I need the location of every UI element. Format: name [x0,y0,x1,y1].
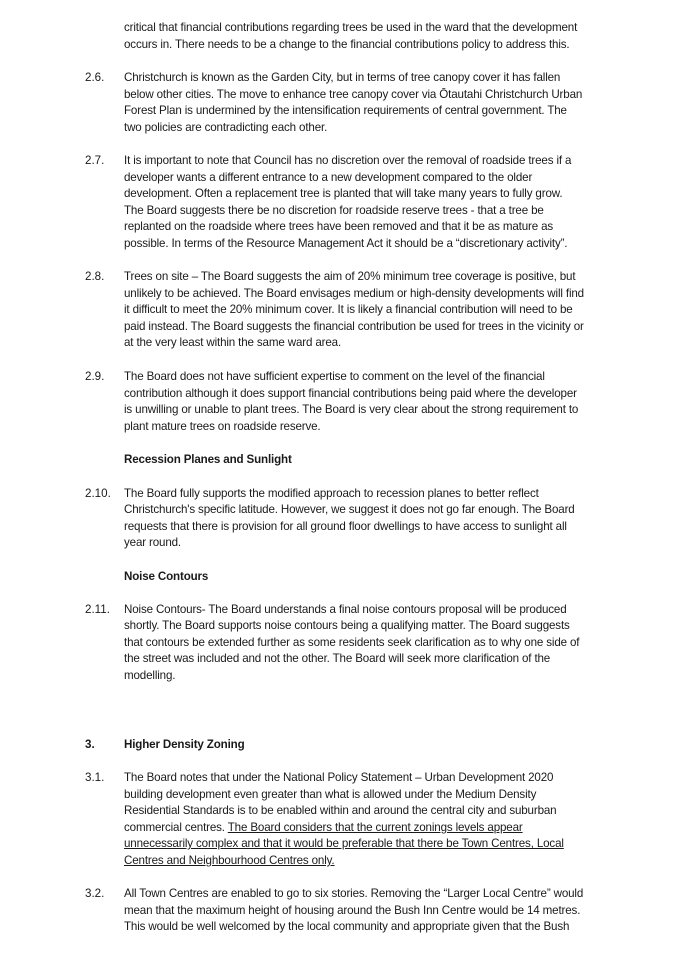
text-line: two policies are contradicting each other. [124,121,328,134]
section-heading: Higher Density Zoning [124,738,245,751]
paragraph-number: 2.11. [85,603,110,616]
text-line: is unwilling or unable to plant trees. The Board is very clear about the strong requirement to [124,403,579,416]
paragraph-number: 2.9. [85,370,105,383]
text-line: the street was included and not the other. The Board will seek more clarification of the [124,652,551,665]
subheading-recession-planes: Recession Planes and Sunlight [124,453,292,466]
paragraph-number: 2.6. [85,71,105,84]
text-line: unlikely to be achieved. The Board envisages medium or high-density developments will find [124,287,584,300]
paragraph-number: 2.7. [85,154,105,167]
text-line: contribution although it does support financial contributions being paid where the developer [124,387,577,400]
text-line: The Board fully supports the modified approach to recession planes to better reflect [124,487,539,500]
text-line: replanted on the roadside where trees have been removed and that it be as mature as [124,220,554,233]
text-line: It is important to note that Council has no discretion over the removal of roadside trees if a [124,154,572,167]
text-line [124,820,523,837]
text-line: development. Often a replacement tree is planted that will take many years to fully grow. [124,187,563,200]
paragraph-number: 3.1. [85,771,105,784]
paragraph-number: 2.8. [85,270,105,283]
text-line: Trees on site – The Board suggests the aim of 20% minimum tree coverage is positive, but [124,270,576,283]
text-line: Christchurch is known as the Garden City, but in terms of tree canopy cover it has fallen [124,71,561,84]
text-line: mean that the maximum height of housing around the Bush Inn Centre would be 14 metres. [124,904,581,917]
text-segment: commercial centres. [124,821,228,834]
text-line: developer wants a different entrance to a new development compared to the older [124,171,533,184]
text-line: paid instead. The Board suggests the financial contribution be used for trees in the vicinity or [124,320,584,333]
text-line: critical that financial contributions regarding trees be used in the ward that the development [124,21,578,34]
text-line: year round. [124,536,181,549]
text-line: occurs in. There needs to be a change to the financial contributions policy to address this. [124,38,570,51]
text-line: Noise Contours- The Board understands a final noise contours proposal will be produced [124,603,567,616]
text-line: possible. In terms of the Resource Management Act it should be a “discretionary activity”. [124,237,568,250]
text-line: plant mature trees on roadside reserve. [124,420,321,433]
subheading-noise-contours: Noise Contours [124,570,209,583]
paragraph-number: 3.2. [85,887,105,900]
text-line: The Board notes that under the National Policy Statement – Urban Development 2020 [124,771,554,784]
underlined-text: The Board considers that the current zonings levels appear [227,821,523,834]
text-line: at the very least within the same ward area. [124,336,342,349]
text-line: Christchurch's specific latitude. However, we suggest it does not go far enough. The Board [124,503,575,516]
text-line: Residential Standards is to be enabled within and around the central city and suburban [124,804,557,817]
text-line: modelling. [124,669,176,682]
paragraph-number: 2.10. [85,487,111,500]
text-line: shortly. The Board supports noise contours being a qualifying matter. The Board suggests [124,619,570,632]
text-line: All Town Centres are enabled to go to six stories. Removing the “Larger Local Centre” would [124,887,584,900]
section-number: 3. [85,738,95,751]
underlined-text: Centres and Neighbourhood Centres only. [124,854,335,867]
text-line: Forest Plan is undermined by the intensification requirements of central government. The [124,104,567,117]
text-line: building development even greater than what is allowed under the Medium Density [124,788,537,801]
text-line: below other cities. The move to enhance tree canopy cover via Ōtautahi Christchurch Urban [124,88,583,101]
text-line: it difficult to meet the 20% minimum cover. It is likely a financial contribution will need to be [124,303,573,316]
text-line: The Board suggests there be no discretion for roadside reserve trees - that a tree be [124,204,544,217]
text-line: This would be well welcomed by the local community and appropriate given that the Bush [124,920,570,933]
underlined-text: unnecessarily complex and that it would be preferable that there be Town Centres, Local [124,837,564,850]
text-line: The Board does not have sufficient expertise to comment on the level of the financial [124,370,545,383]
text-line: requests that there is provision for all ground floor dwellings to have access to sunlight all [124,520,567,533]
text-line: that contours be extended further as some residents seek clarification as to why one side of [124,636,580,649]
